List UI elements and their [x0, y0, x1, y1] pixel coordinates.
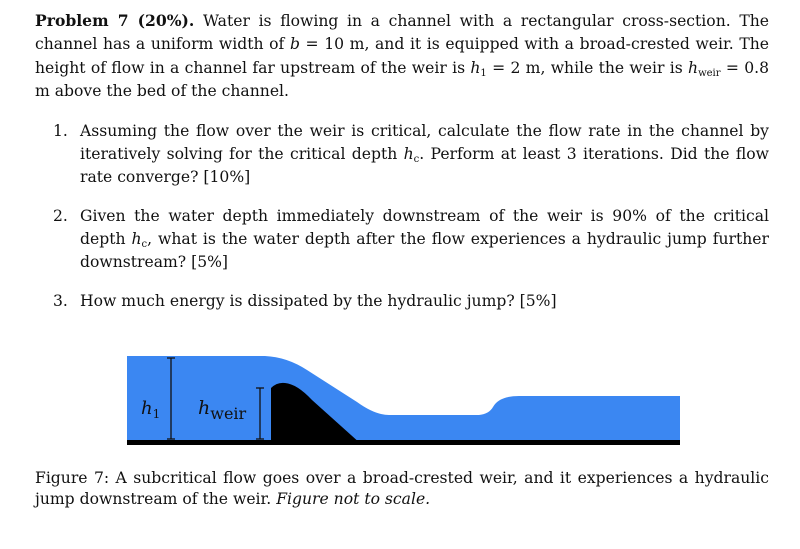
h1-label: $h_1$ [141, 398, 161, 421]
channel-bed [127, 440, 680, 445]
question-item-2 [53, 205, 769, 274]
question-item-3 [53, 290, 769, 313]
hweir-label: $h_{weir}$ [198, 397, 247, 423]
question-list [53, 120, 769, 313]
figure-caption [35, 468, 769, 510]
problem-heading: Problem 7 (20%). [35, 11, 195, 30]
h1-variable: h [470, 58, 481, 77]
problem-intro-text-1: Water is flowing in a channel with a rectangular cross-section. The channel has a uniform width of [35, 12, 769, 54]
question-number-2: 2. [53, 207, 68, 225]
hweir-variable: h [688, 58, 699, 77]
question-2-text-a: Given the water depth immediately downstream of the weir is 90% of the critical depth [80, 207, 769, 248]
question-2-variable: h [131, 230, 142, 248]
question-number-3: 3. [53, 292, 68, 310]
width-variable: b [289, 35, 300, 54]
h1-value-text: = 2 m, while the weir is [486, 58, 689, 77]
caption-text: Figure 7: A subcritical flow goes over a broad-crested weir, and it experiences a hydraulic jump downstream of the weir. [35, 469, 769, 508]
problem-statement [35, 9, 769, 104]
question-3-text: How much energy is dissipated by the hydraulic jump? [5%] [80, 292, 557, 310]
weir-figure [127, 352, 680, 448]
question-1-text-a: Assuming the flow over the weir is critical, calculate the flow rate in the channel by iteratively solving for the critical depth [80, 122, 769, 163]
question-item-1 [53, 120, 769, 189]
question-number-1: 1. [53, 122, 68, 140]
question-1-variable: h [403, 145, 414, 163]
hweir-subscript: weir [698, 67, 721, 79]
hweir-value-text: = 0.8 m above the bed of the channel. [35, 58, 770, 101]
h1-subscript: 1 [480, 67, 487, 79]
caption-note: Figure not to scale. [276, 490, 431, 508]
question-2-text-b: , what is the water depth after the flow experiences a hydraulic jump further downstream? [5%] [80, 230, 769, 271]
question-1-subscript: c [413, 154, 420, 165]
width-value-text: = 10 m, and it is equipped with a broad-crested weir. The height of flow in a channel far upstream of the weir is [35, 35, 770, 77]
question-2-subscript: c [141, 239, 148, 250]
question-1-text-b: . Perform at least 3 iterations. Did the flow rate converge? [10%] [80, 145, 769, 186]
